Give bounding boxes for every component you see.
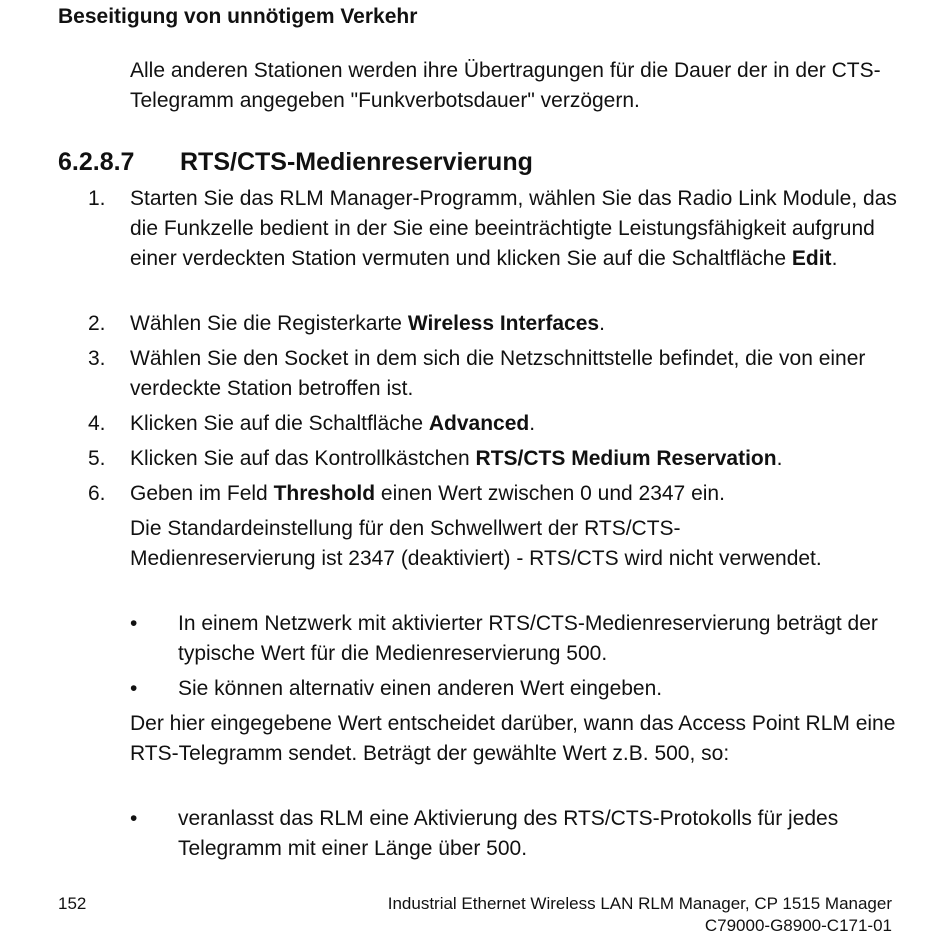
step-text-bold: Edit xyxy=(791,247,832,270)
footer-title: Industrial Ethernet Wireless LAN RLM Manager, CP 1515 Manager xyxy=(387,894,892,913)
bullet-dot: • xyxy=(130,677,138,700)
step-text xyxy=(130,184,900,274)
bullet-text: veranlasst das RLM eine Aktivierung des RTS/CTS-Protokolls für jedes Telegramm mit einer Länge über 500. xyxy=(178,807,839,860)
subsection-heading xyxy=(58,145,533,179)
step-text-plain: Klicken Sie auf die Schaltfläche xyxy=(130,412,429,435)
step-text xyxy=(130,344,900,404)
step-number: 4. xyxy=(88,412,106,435)
step-text-plain: Klicken Sie auf das Kontrollkästchen xyxy=(130,447,476,470)
subsection-title: RTS/CTS-Medienreservierung xyxy=(180,148,533,176)
page-number: 152 xyxy=(58,894,87,913)
step-text-end: . xyxy=(599,312,605,335)
step-number: 5. xyxy=(88,447,106,470)
section-heading: Beseitigung von unnötigem Verkehr xyxy=(58,5,418,28)
step-text-end: . xyxy=(831,247,838,270)
step-6-note: Die Standardeinstellung für den Schwellwert der RTS/CTS-Medienreservierung ist 2347 (deaktiviert) - RTS/CTS wird nicht verwendet. xyxy=(130,517,822,570)
bullet-text: Sie können alternativ einen anderen Wert eingeben. xyxy=(178,677,663,700)
step-number: 2. xyxy=(88,312,106,335)
step-text-bold: RTS/CTS Medium Reservation xyxy=(475,447,777,470)
step-text-plain: Geben im Feld xyxy=(130,482,274,505)
step-text-plain: Starten Sie das RLM Manager-Programm, wählen Sie das Radio Link Module, das die Funkzelle bedient in der Sie eine beeinträchtigte Leistungsfähigkeit aufgrund einer verdeckten Station vermuten und klicken Sie auf die Schaltfläche xyxy=(130,187,897,270)
step-text-end: einen Wert zwischen 0 und 2347 ein. xyxy=(375,482,725,505)
step-text-plain: Wählen Sie den Socket in dem sich die Netzschnittstelle befindet, die von einer verdeckte Station betroffen ist. xyxy=(130,347,866,400)
step-text-end: . xyxy=(776,447,783,470)
bullet-dot: • xyxy=(130,612,138,635)
step-text xyxy=(130,409,900,439)
step-number: 3. xyxy=(88,347,106,370)
step-text xyxy=(130,444,900,474)
footer-doc-code: C79000-G8900-C171-01 xyxy=(704,916,892,935)
bullet-dot: • xyxy=(130,807,138,830)
step-text-end: . xyxy=(529,412,536,435)
step-text-plain: Wählen Sie die Registerkarte xyxy=(130,312,408,335)
step-text-bold: Threshold xyxy=(273,482,376,505)
step-text xyxy=(130,309,900,339)
bullet-text: In einem Netzwerk mit aktivierter RTS/CTS-Medienreservierung beträgt der typische Wert für die Medienreservierung 500. xyxy=(178,612,878,665)
subsection-number: 6.2.8.7 xyxy=(58,148,135,176)
step-text xyxy=(130,479,900,509)
intro-paragraph: Alle anderen Stationen werden ihre Übertragungen für die Dauer der in der CTS-Telegramm angegeben "Funkverbotsdauer" verzögern. xyxy=(130,59,881,112)
step-text-bold: Advanced xyxy=(428,412,530,435)
step-number: 1. xyxy=(88,187,106,210)
step-6-paragraph: Der hier eingegebene Wert entscheidet darüber, wann das Access Point RLM eine RTS-Telegramm sendet. Beträgt der gewählte Wert z.B. 500, so: xyxy=(130,712,896,765)
step-number: 6. xyxy=(88,482,106,505)
step-text-bold: Wireless Interfaces xyxy=(407,312,600,335)
